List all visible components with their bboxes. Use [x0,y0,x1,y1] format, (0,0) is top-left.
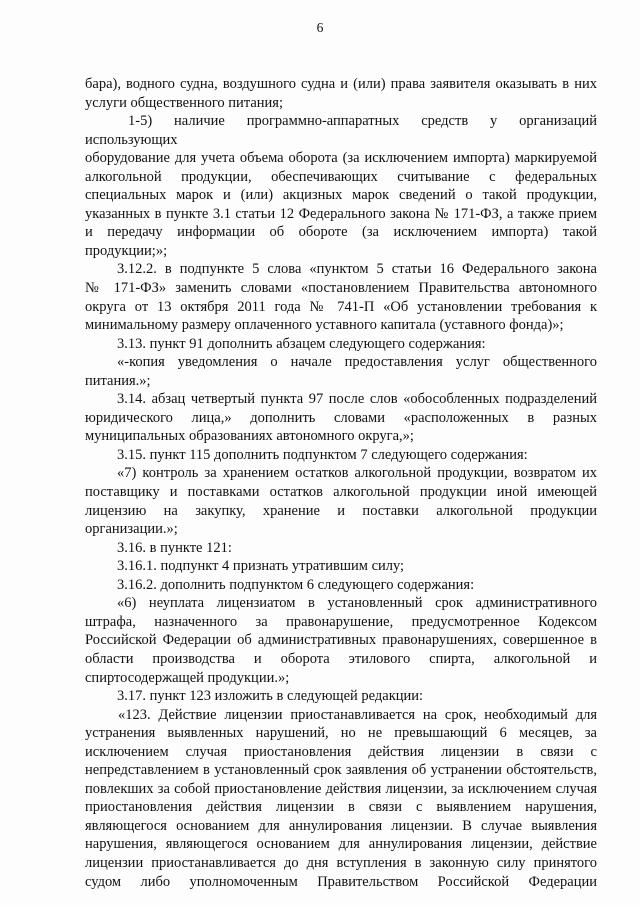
text-line: 3.16. в пункте 121: [117,539,232,556]
text-line: муниципальных образованиях автономного округа,»; [85,428,414,445]
text-line: указанных в пункте 3.1 статьи 12 Федерального закона № 171-ФЗ, а также прием [85,205,597,222]
text-line: повлекших за собой приостановление действия лицензии, за исключением случая [85,780,597,797]
text-line: «7) контроль за хранением остатков алкогольной продукции, возвратом их [117,465,597,482]
text-line: спиртосодержащей продукции.»; [85,669,290,686]
text-line: «6) неуплата лицензиатом в установленный срок административного [117,595,597,612]
text-line: № 171-ФЗ» заменить словами «постановлением Правительства автономного [85,280,597,297]
text-line: устранения выявленных нарушений, но не превышающий 6 месяцев, за [85,725,597,742]
text-line: области производства и оборота этилового спирта, алкогольной и [85,650,597,667]
text-line: 3.12.2. в подпункте 5 слова «пунктом 5 статьи 16 Федерального закона [117,261,597,278]
text-line: бара), водного судна, воздушного судна и (или) права заявителя оказывать в них [85,76,597,92]
text-line: приостановления действия лицензии в связи с выявлением нарушения, [85,799,597,816]
page-number: 6 [316,20,324,35]
text-line: и передачу информации об обороте (за исключением импорта) такой [85,224,597,241]
text-line: специальных марок и (или) акцизных марок сведений о такой продукции, [85,187,597,204]
text-line: «123. Действие лицензии приостанавливается на срок, необходимый для [118,706,597,723]
text-line: 3.15. пункт 115 дополнить подпунктом 7 следующего содержания: [117,446,528,463]
text-line: юридического лица,» дополнить словами «расположенных в разных [85,409,597,426]
text-line: штрафа, назначенного за правонарушение, предусмотренное Кодексом [85,613,597,630]
text-line: лицензию на закупку, хранение и поставки алкогольной продукции [85,502,597,519]
text-line: 3.14. абзац четвертый пункта 97 после слов «обособленных подразделений [117,391,597,408]
text-line: «-копия уведомления о начале предоставления услуг общественного [117,354,597,371]
text-line: нарушения, являющегося основанием для аннулирования лицензии, действие [85,836,597,853]
text-line: исключением случая приостановления действия лицензии в связи с [85,743,597,760]
text-line: являющегося основанием для аннулирования лицензии. В случае выявления [85,817,597,834]
text-line: питания.»; [85,372,151,389]
document-body [85,75,597,891]
text-line: 3.16.1. подпункт 4 признать утратившим силу; [117,558,405,575]
text-line: округа от 13 октября 2011 года № 741-П «Об установлении требования к [85,298,597,315]
text-line: 3.13. пункт 91 дополнить абзацем следующего содержания: [117,335,486,352]
text-line: оборудование для учета объема оборота (за исключением импорта) маркируемой [85,150,597,167]
text-line: лицензии приостанавливается до дня вступления в законную силу принятого [85,854,597,871]
text-line: поставщику и поставками остатков алкогольной продукции иной имеющей [85,484,597,501]
text-line: 3.16.2. дополнить подпунктом 6 следующего содержания: [117,576,475,593]
text-line: минимальному размеру оплаченного уставного капитала (уставного фонда)»; [85,317,564,334]
text-line: судом либо уполномоченным Правительством Российской Федерации [85,873,597,890]
text-line: услуги общественного питания; [85,94,283,111]
text-line: организации.»; [85,521,178,538]
text-line: алкогольной продукции, обеспечивающих считывание с федеральных [85,168,597,185]
text-line: Российской Федерации об административных правонарушениях, совершенное в [85,632,597,649]
text-line: 1-5) наличие программно-аппаратных средств у организаций использующих [85,113,597,148]
text-line: 3.17. пункт 123 изложить в следующей редакции: [117,688,424,705]
text-line: продукции;»; [85,242,168,259]
text-line: непредставлением в установленный срок заявления об устранении обстоятельств, [85,762,597,779]
